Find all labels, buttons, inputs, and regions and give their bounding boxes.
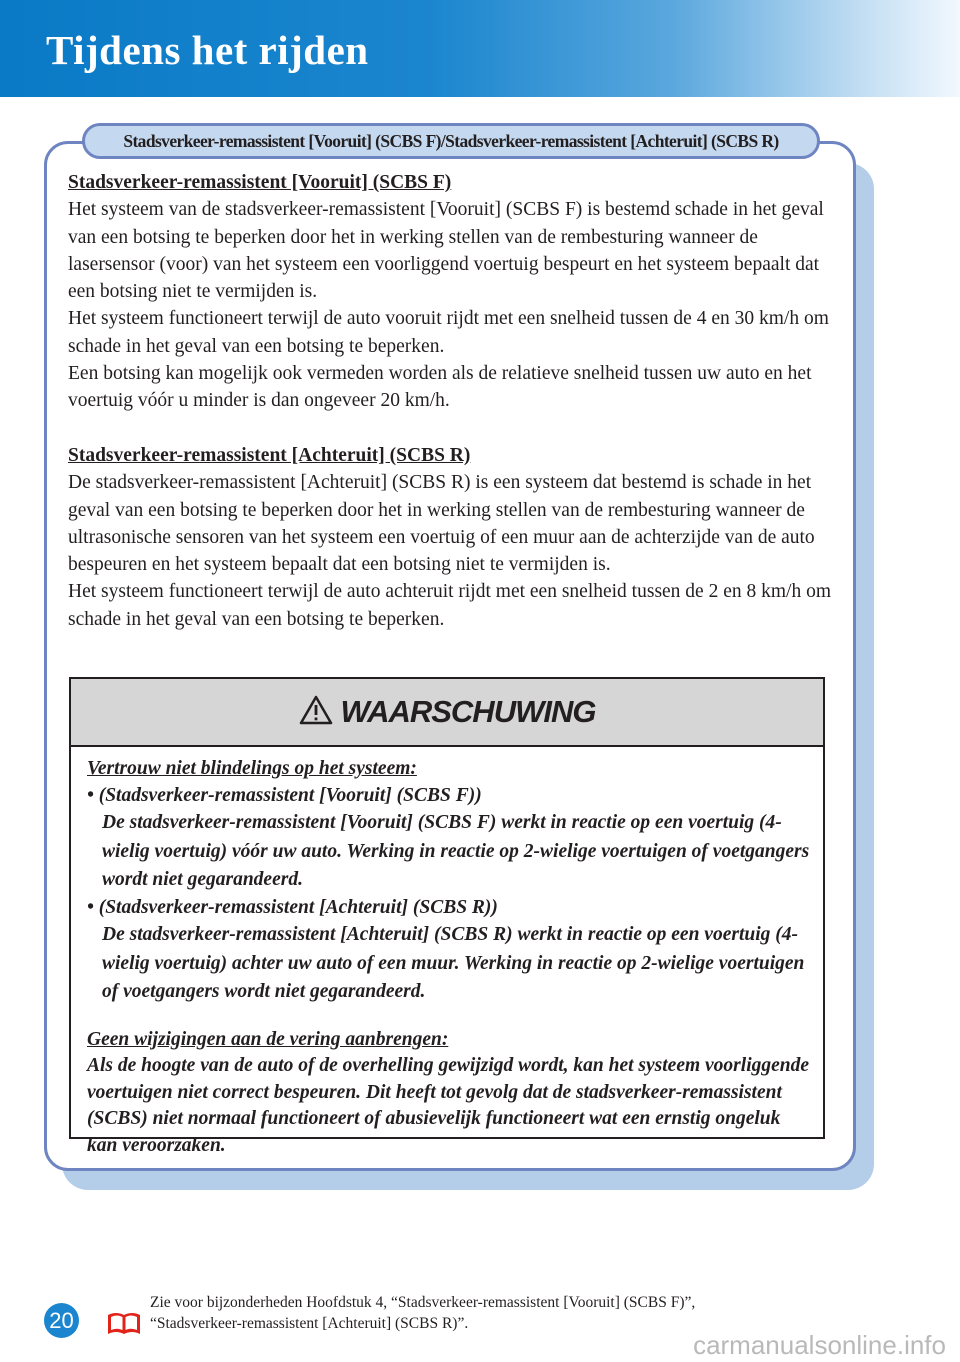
page-number: 20 [44, 1303, 79, 1338]
warning-bullet-scbs-r-title: • (Stadsverkeer-remassistent [Achteruit] (SCBS R)) [87, 896, 498, 918]
scbs-r-section [68, 442, 838, 633]
book-icon [106, 1310, 142, 1336]
footer-line-1: Zie voor bijzonderheden Hoofdstuk 4, “Stadsverkeer-remassistent [Vooruit] (SCBS F)”, [150, 1294, 696, 1311]
section-title-tab: Stadsverkeer-remassistent [Vooruit] (SCBS F)/Stadsverkeer-remassistent [Achteruit] (SCBS R) [82, 123, 820, 159]
page-title: Tijdens het rijden [46, 27, 369, 73]
warning-bullet-scbs-f-title: • (Stadsverkeer-remassistent [Vooruit] (SCBS F)) [87, 784, 482, 806]
scbs-f-heading: Stadsverkeer-remassistent [Vooruit] (SCBS F) [68, 172, 452, 193]
warning-bullet-scbs-r-text: De stadsverkeer-remassistent [Achteruit] (SCBS R) werkt in reactie op een voertuig (4-wielig voertuig) achter uw auto of een muur. Werking in reactie op 2-wielige voertuigen of voetgangers wordt niet gegarandeerd. [102, 924, 805, 1002]
warning-header [71, 679, 823, 747]
header-banner [0, 0, 960, 97]
warning-triangle-icon [299, 695, 333, 730]
scbs-f-paragraph-3: Een botsing kan mogelijk ook vermeden worden als de relatieve snelheid tussen uw auto en het voertuig vóór u minder is dan ongeveer 20 km/h. [68, 363, 812, 412]
footer-reference [150, 1292, 850, 1334]
scbs-r-heading: Stadsverkeer-remassistent [Achteruit] (SCBS R) [68, 445, 471, 466]
warning-suspension-text: Als de hoogte van de auto of de overhelling gewijzigd wordt, kan het systeem voorliggende voertuigen niet correct bespeuren. Dit heeft tot gevolg dat de stadsverkeer-remassistent (SCBS) niet normaal functioneert of abusievelijk functioneert wat een ernstig ongeluk kan veroorzaken. [87, 1055, 810, 1156]
warning-body [71, 747, 823, 1159]
footer-line-2: “Stadsverkeer-remassistent [Achteruit] (SCBS R)”. [150, 1315, 469, 1332]
scbs-f-paragraph-2: Het systeem functioneert terwijl de auto vooruit rijdt met een snelheid tussen de 4 en 30 km/h om schade in het geval van een botsing te beperken. [68, 308, 829, 357]
scbs-f-paragraph-1: Het systeem van de stadsverkeer-remassistent [Vooruit] (SCBS F) is bestemd schade in het geval van een botsing te beperken door het in werking stellen van de rembesturing wanneer de lasersensor (voor) van het systeem een voorliggend voertuig bespeurt en het systeem bepaalt dat een botsing niet te vermijden is. [68, 199, 824, 303]
watermark: carmanualsonline.info [693, 1330, 946, 1360]
warning-heading-suspension: Geen wijzigingen aan de vering aanbrengen: [87, 1028, 449, 1050]
warning-heading-trust: Vertrouw niet blindelings op het systeem: [87, 758, 417, 779]
warning-bullet-scbs-f-text: De stadsverkeer-remassistent [Vooruit] (SCBS F) werkt in reactie op een voertuig (4-wielig voertuig) vóór uw auto. Werking in reactie op 2-wielige voertuigen of voetgangers wordt niet gegarandeerd. [102, 812, 810, 890]
warning-title: WAARSCHUWING [340, 694, 596, 729]
warning-box [69, 677, 825, 1156]
scbs-f-section [68, 169, 838, 415]
scbs-r-paragraph-1: De stadsverkeer-remassistent [Achteruit] (SCBS R) is een systeem dat bestemd is schade in het geval van een botsing te beperken door het in werking stellen van de rembesturing wanneer de ultrasonische sensoren van het systeem een voertuig of een muur aan de achterzijde van de auto bespeuren en het systeem bepaalt dat een botsing niet te vermijden is. [68, 472, 815, 576]
scbs-r-paragraph-2: Het systeem functioneert terwijl de auto achteruit rijdt met een snelheid tussen de 2 en 8 km/h om schade in het geval van een botsing te beperken. [68, 581, 831, 630]
